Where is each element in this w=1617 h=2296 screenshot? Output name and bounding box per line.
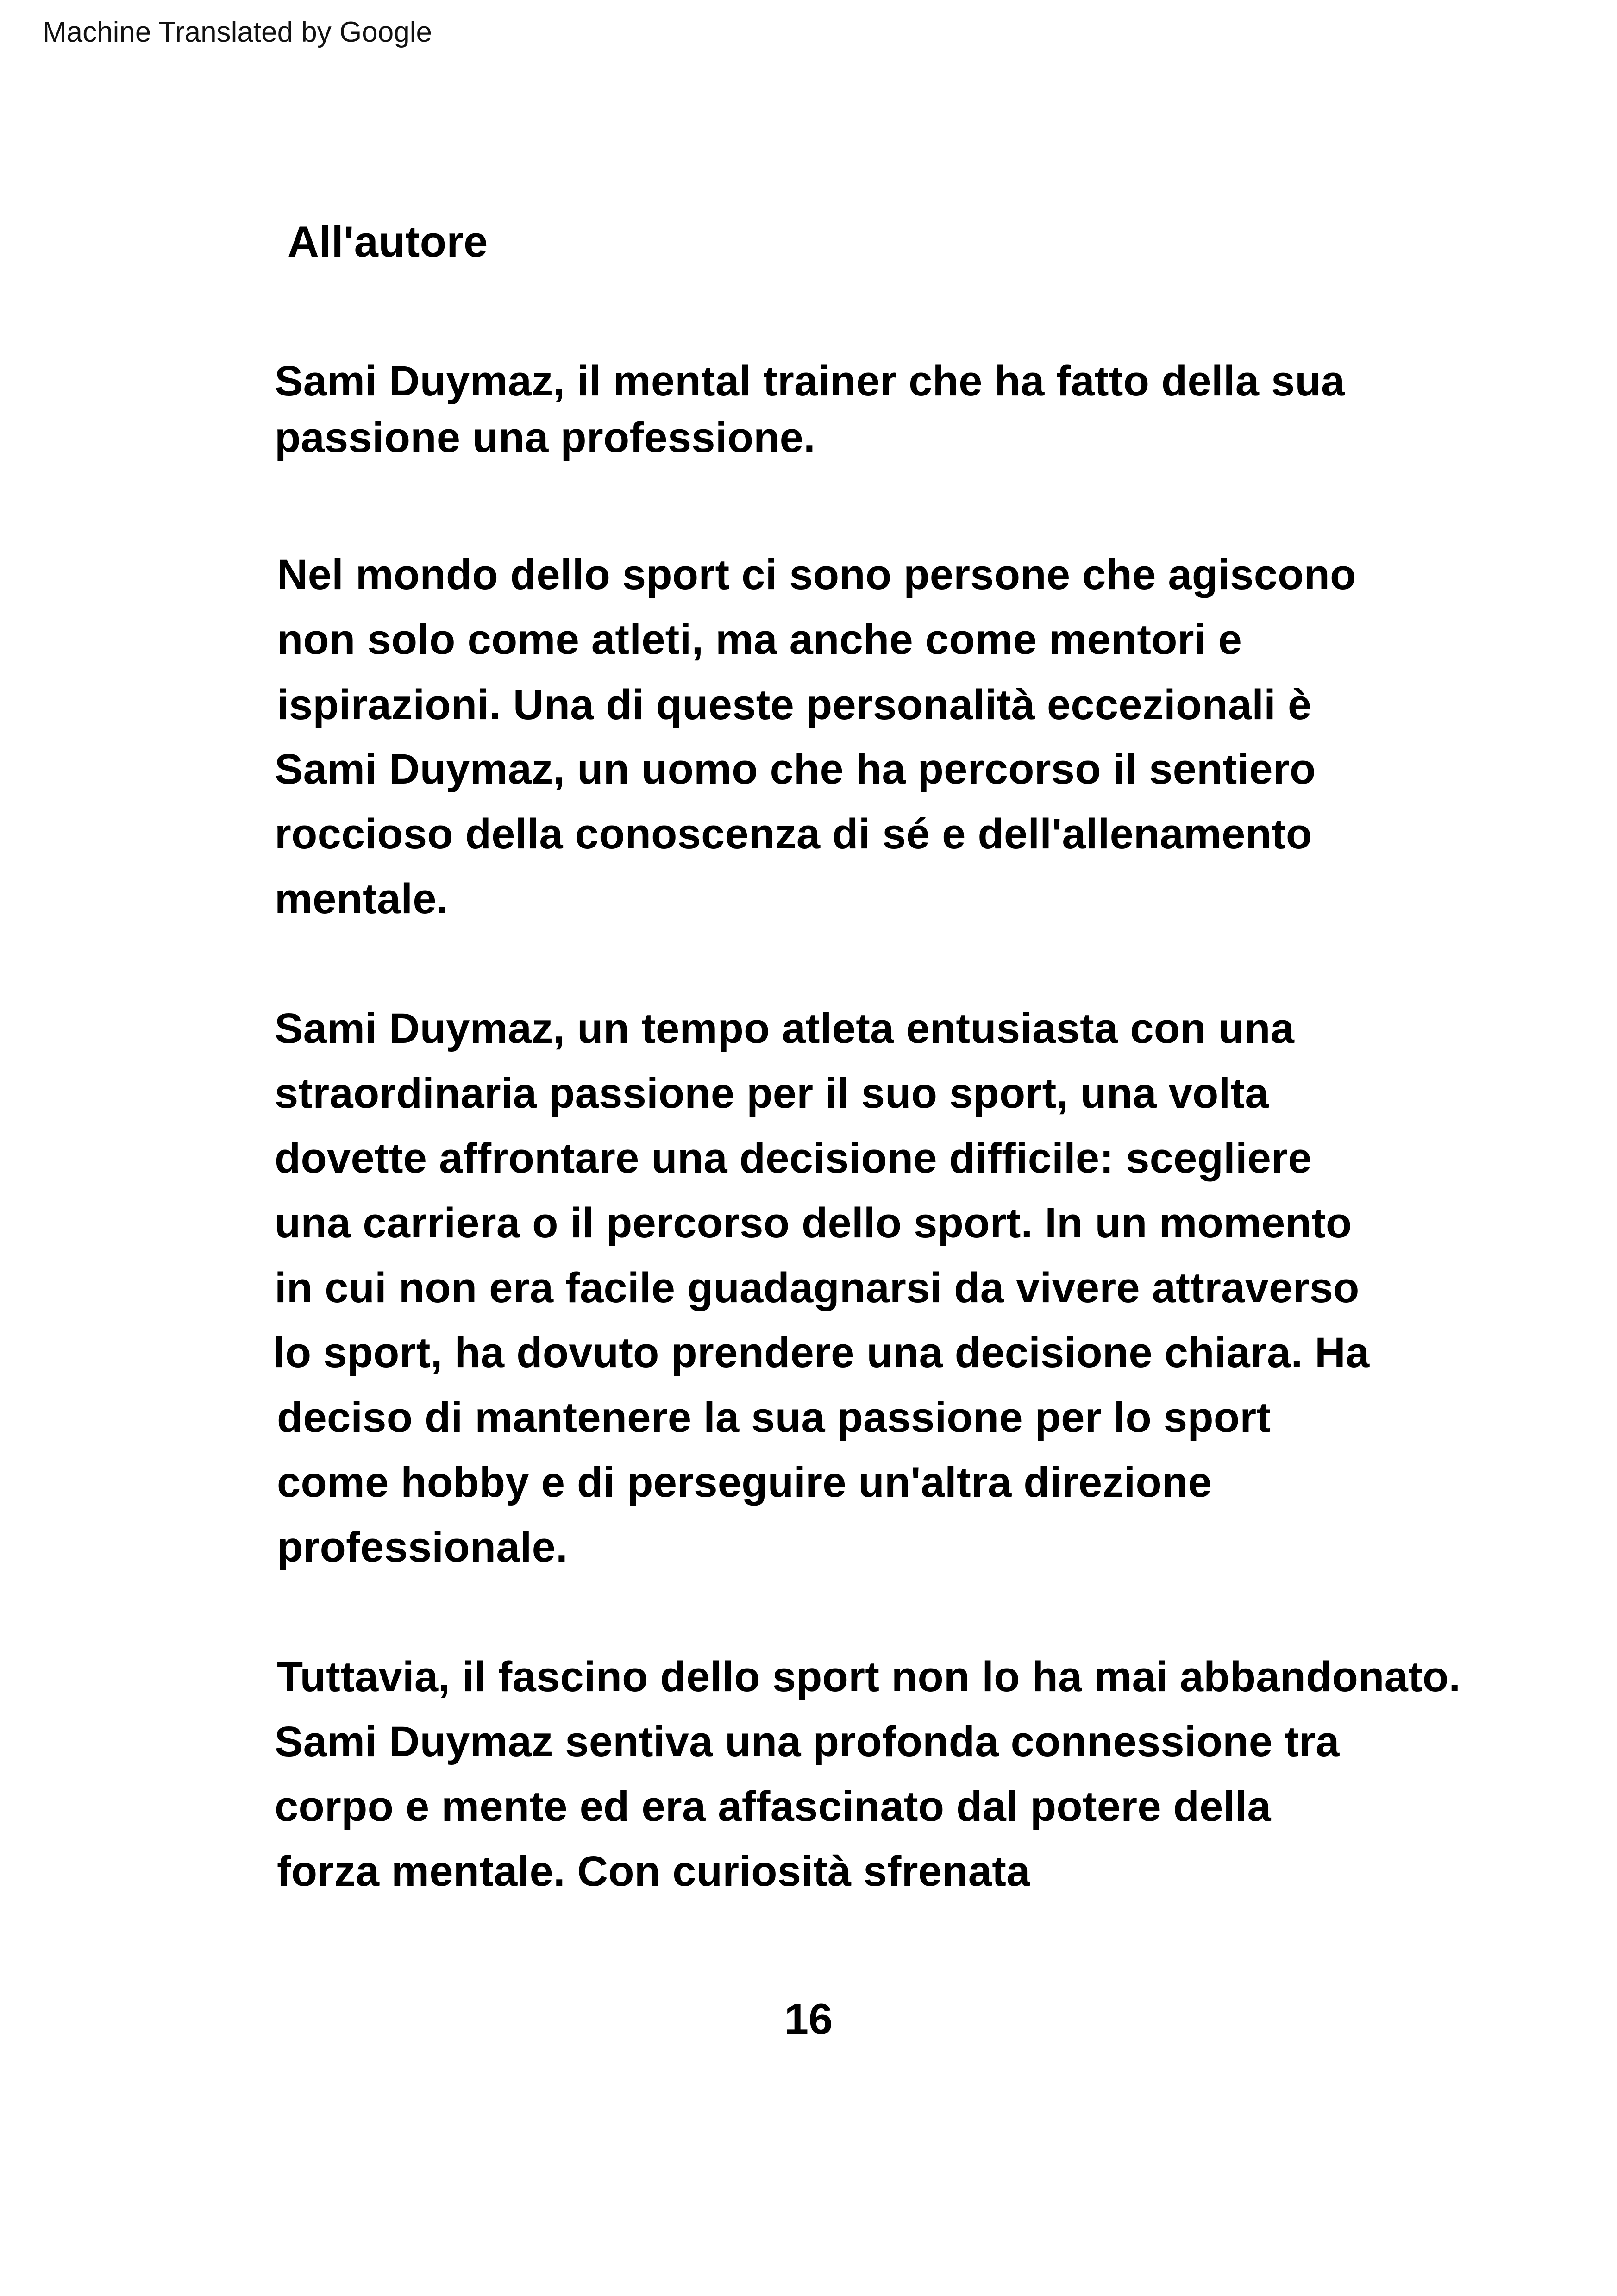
paragraph-1-line-2: passione una professione. (275, 414, 816, 461)
paragraph-3-line-7: deciso di mantenere la sua passione per lo sport (277, 1394, 1271, 1441)
paragraph-3-line-4: una carriera o il percorso dello sport. In un momento (275, 1199, 1352, 1247)
paragraph-2-line-6: mentale. (275, 875, 449, 922)
paragraph-2-line-2: non solo come atleti, ma anche come mentori e (277, 616, 1242, 663)
paragraph-3-line-5: in cui non era facile guadagnarsi da vivere attraverso (275, 1264, 1360, 1311)
paragraph-4-line-1: Tuttavia, il fascino dello sport non lo ha mai abbandonato. (277, 1653, 1461, 1700)
paragraph-2-line-5: roccioso della conoscenza di sé e dell'allenamento (275, 810, 1312, 858)
paragraph-2-line-3: ispirazioni. Una di queste personalità eccezionali è (277, 681, 1312, 728)
paragraph-1-line-1: Sami Duymaz, il mental trainer che ha fatto della sua (275, 358, 1345, 405)
paragraph-4-line-2: Sami Duymaz sentiva una profonda connessione tra (275, 1718, 1340, 1765)
paragraph-2-line-1: Nel mondo dello sport ci sono persone che agiscono (277, 551, 1356, 598)
paragraph-3-line-6: lo sport, ha dovuto prendere una decisione chiara. Ha (273, 1329, 1370, 1376)
paragraph-4-line-3: corpo e mente ed era affascinato dal potere della (275, 1783, 1271, 1830)
paragraph-4-line-4: forza mentale. Con curiosità sfrenata (277, 1848, 1030, 1895)
paragraph-3-line-9: professionale. (277, 1524, 568, 1571)
paragraph-3-line-3: dovette affrontare una decisione difficile: scegliere (275, 1135, 1312, 1182)
paragraph-3-line-8: come hobby e di perseguire un'altra direzione (277, 1459, 1212, 1506)
paragraph-2-line-4: Sami Duymaz, un uomo che ha percorso il sentiero (275, 746, 1316, 793)
paragraph-3-line-2: straordinaria passione per il suo sport, una volta (275, 1070, 1269, 1117)
paragraph-3-line-1: Sami Duymaz, un tempo atleta entusiasta con una (275, 1005, 1295, 1052)
page-title: All'autore (288, 217, 488, 266)
page-number: 16 (784, 1995, 833, 2043)
machine-translation-note: Machine Translated by Google (43, 16, 432, 48)
